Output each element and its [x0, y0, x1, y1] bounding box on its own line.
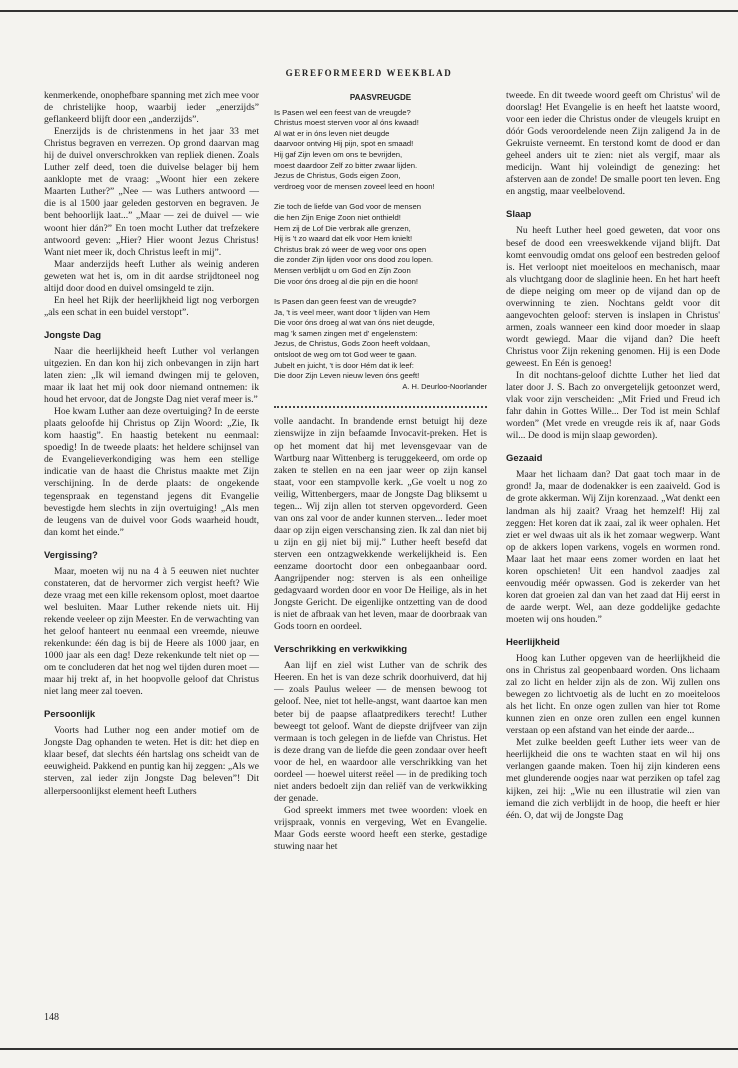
poem-line: Jubelt en juicht, 't is door Hém dat ik leef: [274, 360, 414, 370]
poem-stanza [274, 108, 487, 193]
poem-line: Die voor óns droeg al die pijn en die hoon! [274, 276, 419, 286]
bottom-rule [0, 1048, 738, 1050]
poem-box [274, 93, 487, 392]
column-2 [274, 90, 487, 853]
dotted-divider [274, 402, 487, 408]
poem-line: Is Pasen dan geen feest van de vreugde? [274, 297, 417, 307]
poem-line: Christus moest sterven voor al óns kwaad! [274, 118, 419, 128]
page-number: 148 [44, 1012, 59, 1023]
paragraph: Naar die heerlijkheid heeft Luther vol verlangen uitgezien. En dan kon hij zich onbevangen in zijn hart laten zien: „Ik wil iemand dwingen mij te geloven, maar ik laat het mij ook door niemand ontnemen: ik houd het ervoor, dat de Jongste Dag niet veraf meer is.” [44, 345, 259, 406]
poem-line: die zonder Zijn lijden voor ons dood zou lopen. [274, 255, 433, 265]
paragraph: Voorts had Luther nog een ander motief om de Jongste Dag ophanden te weten. Het is dit: het diep en klaar besef, dat slechts één hartslag ons scheidt van de eeuwigheid. Pakkend en puntig kan hij zeggen: „Als we sterven, zal ieder zijn Jongste Dag beleven”! Dit allerpersoonlijkst element heeft Luthers [44, 725, 260, 797]
poem-line: Christus brak zó weer de weg voor ons open [274, 244, 427, 254]
paragraph: tweede. En dit tweede woord geeft om Christus' wil de doorslag! Het Evangelie is en heeft het laatste woord, voor een ieder die Christus onder de vleugels kruipt en dóór Gods veroordelende neen Zijn zaligend Ja in de Gekruiste verneemt. En terstond komt de dood er dan geheel anders uit te zien: niet als vergif, maar als medicijn. Want hij voleindigt de genezing: het afsterven aan de zonde! De smalle poort ten leven. Eng en angstig, maar veelbelovend. [506, 90, 720, 198]
poem-line: ontsloot de weg om tot God weer te gaan. [274, 350, 417, 360]
poem-line: Is Pasen wel een feest van de vreugde? [274, 107, 411, 117]
section-heading-gezaaid: Gezaaid [506, 453, 543, 465]
poem-line: Jezus de Christus, Gods eigen Zoon, [274, 171, 401, 181]
paragraph: Maar, moeten wij nu na 4 à 5 eeuwen niet nuchter constateren, dat de hervormer zich vergist heeft? Wie deze vraag met een kille rekensom oplost, moet daartoe wel besluiten. Maar Luther rekende niets uit. Hij rekende veeleer op zijn Meester. En de verwachting van het geloof hanteert nu eenmaal een vreemde, nieuwe rekenkunde: één dag is bij de Heere als 1000 jaar, en 1000 jaar als een dag! Deze rekenkunde telt niet op — om te concluderen dat het nog wel tijden duren moet — maar hij trekt af, in het hoopvolle geloof dat Christus niet lang meer zal toeven. [44, 565, 259, 698]
poem-line: mag 'k samen zingen met d' engelenstem: [274, 328, 418, 338]
poem-line: Hem zij de Lof Die verbrak alle grenzen, [274, 223, 411, 233]
top-rule [0, 10, 738, 12]
section-heading-slaap: Slaap [506, 209, 532, 221]
paragraph: Maar het lichaam dan? Dat gaat toch maar in de grond! Ja, maar de dodenakker is een zaaiveld. God is de grote akkerman. Wij Zijn korenzaad. „Wat denkt een landman als hij zaait? Vraag het hemzelf! Hij zal zeggen: Het koren dat ik zaai, zal ik weer ophalen. Het ziet er wel dwaas uit als ik het zomaar wegwerp. Want op de akkers lopen varkens, vogels en wormen rond. Maar laat het maar eens zomer worden en laat het koren opschieten! Uit een handvol zaadjes zal eenvoudig méér opwassen. God is zekerder van het koren dat groeien zal dan van het zaad dat Hij eerst in de aarde werpt. Wel, aan deze goddelijke gedachte moeten wij ons houden.” [506, 469, 720, 625]
poem-stanza [274, 202, 487, 287]
poem-line: Zie toch de liefde van God voor de mensen [274, 202, 422, 212]
poem-line: Ja, 't is veel meer, want door 't lijden van Hem [274, 307, 430, 317]
paragraph: Hoog kan Luther opgeven van de heerlijkheid die ons in Christus zal geopenbaard worden. Ons lichaam zal zo licht en helder zijn als de zon. Wij zullen ons bewegen zo lichtvoetig als de lucht en zo moeiteloos als het licht. En onze ogen zullen van hier tot Rome kunnen zien en onze oren zullen een engel kunnen verstaan op een afstand van het einde der aarde... [506, 653, 720, 737]
poem-line: Die door Zijn Leven nieuw leven óns geeft! [274, 371, 420, 381]
paragraph: Nu heeft Luther heel goed geweten, dat voor ons besef de dood een vreeswekkende vijand blijft. Dat komt eenvoudig omdat ons geloof een bestreden geloof is. Het verloopt niet moeiteloos en mechanisch, maar als vluchtgang door de slaglinie heen. En het hart heeft de diepe neiging om meer op de vijand dan op de overwinning te zien. Nochtans geldt voor dit aangevochten geloof: sterven is inslapen in Christus' armen, zoals wanneer een kind door moeder in slaap wordt gewiegd. Maar die vijand dan? Die heeft Christus voor Zijn rekening genomen. Hij is een Dode geweest. En Eén is genoeg! [506, 225, 720, 369]
section-heading-verschrikking: Verschrikking en verkwikking [274, 644, 408, 656]
column-3 [506, 90, 720, 822]
poem-line: Al wat er in óns leven niet deugde [274, 128, 390, 138]
section-heading-vergissing: Vergissing? [44, 549, 98, 561]
paragraph: Maar anderzijds heeft Luther als weinig anderen geweten wat het is, om in dit aardse strijdtoneel nog altijd door dood en duivel omsingeld te zijn. [44, 258, 259, 294]
paragraph: Aan lijf en ziel wist Luther van de schrik des Heeren. En het is van deze schrik doorhuiverd, dat hij — zoals Paulus weleer — de mensen bewoog tot geloof. Nee, niet tot helle-angst, want daartoe kan men beter bij de paapse aflaatpredikers terecht! Luther beweegt tot geloof. Want de diepste drijfveer van zijn vermaan is toch gelegen in de liefde van Christus. Het is deze drang van de liefde die geen zondaar over heeft voor de hel, en waardoor alle verschrikking van het oordeel — hoewel uiterst reëel — in de prediking toch niet anders bedoelt zijn dan reliëf van de verkwikking der genade. [274, 660, 487, 804]
poem-title: PAASVREUGDE [349, 93, 412, 102]
paragraph: Met zulke beelden geeft Luther iets weer van de heerlijkheid die ons te wachten staat en wil hij ons verlangen gaande maken. Toen hij zijn kinderen eens met glunderende oogjes naar wat perziken op tafel zag kijken, zei hij: „Wie nu een illustratie wil zien van iemand die zich verblijdt in de hoop, die heeft er hier één. O, dat wij de Jongste Dag [506, 737, 720, 821]
paragraph: kenmerkende, onophefbare spanning met zich mee voor de christelijke hoop, waarbij ieder „enerzijds” geflankeerd blijft door een „anderzijds”. [44, 90, 259, 126]
poem-line: Hij is 't zo waard dat elk voor Hem knielt! [274, 234, 413, 244]
section-heading-persoonlijk: Persoonlijk [44, 709, 96, 721]
poem-line: Hij gaf Zijn leven om ons te bevrijden, [274, 149, 403, 159]
poem-line: moest daardoor Zelf zo bitter zwaar lijden. [274, 160, 418, 170]
page-header: GEREFORMEERD WEEKBLAD [285, 68, 453, 78]
paragraph: God spreekt immers met twee woorden: vloek en vrijspraak, vonnis en vergeving, Wet en Evangelie. Maar Gods eerste woord heeft een sterke, gestadige stuwing naar het [274, 804, 487, 853]
paragraph: Hoe kwam Luther aan deze overtuiging? In de eerste plaats geloofde hij Christus op Zijn Woord: „Zie, Ik kom haastig”. En haastig betekent nu eenmaal: spoedig! In de tweede plaats: het heldere schijnsel van de Evangelieverkondiging was hem een stellige indicatie van de haast die Christus maakte met Zijn verschijning. In de derde plaats: de ongekende tegenspraak en tegenstand jegens dit Evangelie bevestigde hem slechts in zijn overtuiging! „Als men de leugens van de duivel voor Gods waarheid houdt, dan komt het einde.” [44, 406, 259, 538]
column-1 [44, 90, 259, 798]
poem-line: verdroeg voor de mensen zoveel leed en hoon! [274, 181, 435, 191]
poem-line: Mensen verblijdt u om God en Zijn Zoon [274, 265, 411, 275]
paragraph: volle aandacht. In brandende ernst betuigt hij deze zienswijze in zijn befaamde Invocavit-preken. Het is op het moment dat hij met levensgevaar van de Wartburg naar Wittenberg is teruggekeerd, om orde op zaken te stellen en na een jaar weer op zijn kansel staat, voor een stampvolle kerk. „Ge voelt u nog zo veilig, Wittenbergers, maar de Jongste Dag bliksemt u tegen... Wij zijn allen tot sterven opgevorderd. Geen van ons zal voor de ander kunnen sterven... Ieder moet daar op zijn eigen verschansing zien. Ik zal dan niet bij u zijn en gij niet bij mij.” Luther heeft besefd dat sterven een ontzagwekkende werkelijkheid is. Een eenzame doortocht door een onbegaanbaar oord. Aangrijpender nog: sterven is als een onheilige gedagvaard worden door en voor De Heilige, als in het Jongste Gericht. De eigenlijke ontzetting van de dood is niet de afbraak van het leven, maar de doorbraak van Gods toorn en oordeel. [274, 416, 487, 633]
paragraph: Enerzijds is de christenmens in het jaar 33 met Christus begraven en verrezen. Op grond daarvan mag hij de duivel onverschrokken van repliek dienen. Zoals Luther zelf deed, toen die duivelse belager bij hem aanklopte met de vraag: „Woont hier een zekere Maarten Luther?” „Nee — was Luthers antwoord — die is al 1500 jaar geleden gestorven en begraven. Je bent behoorlijk laat...” „Maar — zei de duivel — wie woont hier dán?” En toen mocht Luther dat trefzekere antwoord geven: „Hier? Hier woont Jezus Christus! Want niet meer ik, doch Christus leeft in mij”. [44, 126, 259, 258]
paragraph: In dit nochtans-geloof dichtte Luther het lied dat later door J. S. Bach zo onvergetelijk getoonzet werd, vlak voor zijn verscheiden: „Mit Fried und Freud ich fahr dahin in Gottes Wille... Der Tod ist mein Schlaf worden” (Met vrede en vreugde reis ik af, naar Gods wil... De dood is mijn slaap geworden). [506, 370, 720, 442]
poem-line: Jezus, de Christus, Gods Zoon heeft voldaan, [274, 339, 430, 349]
poem-line: Die voor óns droeg al wat van óns niet deugde, [274, 318, 435, 328]
section-heading-jongste-dag: Jongste Dag [44, 329, 102, 341]
poem-stanza [274, 297, 487, 392]
poem-line: daarvoor ontving Hij pijn, spot en smaad! [274, 139, 414, 149]
section-heading-heerlijkheid: Heerlijkheid [506, 636, 560, 648]
poem-line: die hen Zijn Enige Zoon niet onthield! [274, 212, 401, 222]
poem-author: A. H. Deurloo-Noorlander [402, 381, 487, 391]
paragraph: En heel het Rijk der heerlijkheid ligt nog verborgen „als een schat in een buidel verstopt”. [44, 294, 259, 318]
